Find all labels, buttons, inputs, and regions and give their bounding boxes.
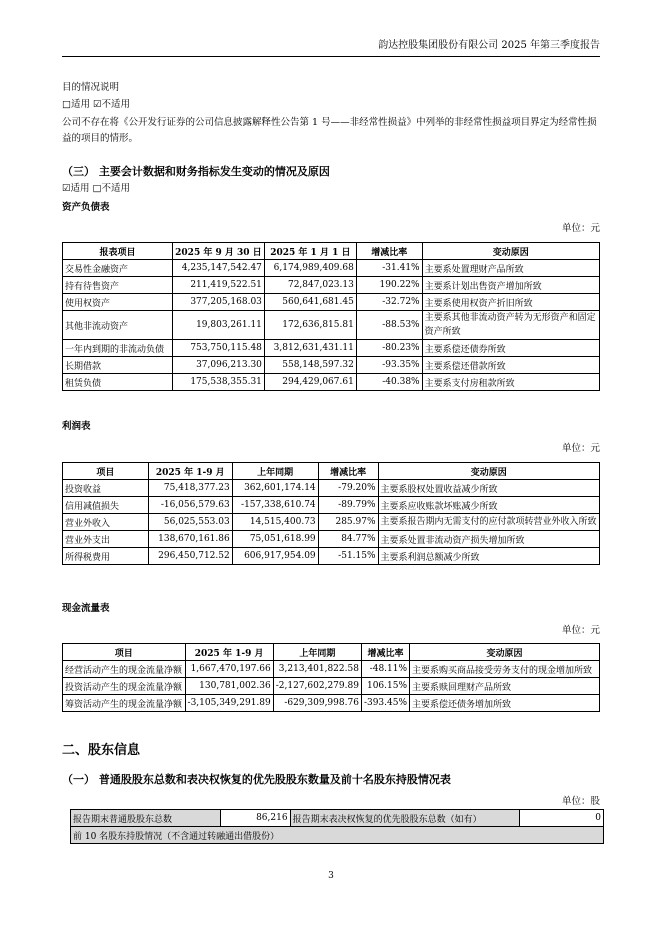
item-cell: 长期借款 — [63, 357, 173, 374]
value-cell: 6,174,989,409.68 — [264, 260, 356, 277]
label-cell: 报告期末表决权恢复的优先股股东总数（如有） — [290, 810, 520, 827]
value-cell: 130,781,002.36 — [185, 678, 273, 695]
ratio-cell: -89.79% — [318, 497, 378, 514]
item-cell: 经营活动产生的现金流量净额 — [63, 661, 186, 678]
ratio-cell: -31.41% — [356, 260, 422, 277]
shareholders-table — [70, 809, 604, 844]
value-cell: -16,056,579.63 — [148, 497, 232, 514]
table-row — [63, 514, 600, 531]
table-row — [63, 678, 600, 695]
item-cell: 营业外收入 — [63, 514, 149, 531]
reason-cell: 主要系股权处置收益减少所致 — [378, 480, 599, 497]
reason-cell: 主要系报告期内无需支付的应付款项转营业外收入所致 — [378, 514, 599, 531]
item-cell: 投资收益 — [63, 480, 149, 497]
value-cell: -3,105,349,291.89 — [185, 695, 273, 712]
item-cell: 租赁负债 — [63, 374, 173, 391]
table-row — [71, 810, 604, 827]
col-header: 变动原因 — [422, 243, 599, 260]
value-cell: 558,148,597.32 — [264, 357, 356, 374]
ratio-cell: -48.11% — [361, 661, 409, 678]
table-row — [63, 661, 600, 678]
reason-cell: 主要系偿还借款所致 — [422, 357, 599, 374]
value-cell: 14,515,400.73 — [232, 514, 318, 531]
item-cell: 使用权资产 — [63, 294, 173, 311]
ratio-cell: -393.45% — [361, 695, 409, 712]
ratio-cell: -40.38% — [356, 374, 422, 391]
ratio-cell: 84.77% — [318, 531, 378, 548]
value-cell: 75,051,618.99 — [232, 531, 318, 548]
cashflow-statement-title: 现金流量表 — [62, 603, 110, 614]
reason-cell: 主要系其他非流动资产转为无形资产和固定资产所致 — [422, 311, 599, 340]
ratio-cell: 285.97% — [318, 514, 378, 531]
value-cell: 172,636,815.81 — [264, 311, 356, 340]
value-cell: 1,667,470,197.66 — [185, 661, 273, 678]
reason-cell: 主要系利润总额减少所致 — [378, 548, 599, 565]
col-header: 2025 年 1-9 月 — [185, 644, 273, 661]
report-header-title: 韵达控股集团股份有限公司 2025 年第三季度报告 — [378, 40, 600, 51]
item-cell: 交易性金融资产 — [63, 260, 173, 277]
intro-line-1: 目的情况说明 — [62, 82, 120, 93]
ratio-cell: -88.53% — [356, 311, 422, 340]
reason-cell: 主要系处置非流动资产损失增加所致 — [378, 531, 599, 548]
value-cell: 606,917,954.09 — [232, 548, 318, 565]
balance-sheet-unit: 单位：元 — [561, 223, 600, 234]
income-statement-table — [62, 462, 600, 565]
value-cell: 3,213,401,822.58 — [273, 661, 361, 678]
value-cell: 86,216 — [220, 810, 290, 827]
balance-sheet-title: 资产负债表 — [62, 202, 110, 213]
value-cell: 560,641,681.45 — [264, 294, 356, 311]
cashflow-statement-unit: 单位：元 — [561, 625, 600, 636]
col-header: 2025 年 1 月 1 日 — [264, 243, 356, 260]
item-cell: 其他非流动资产 — [63, 311, 173, 340]
value-cell: 3,812,631,431.11 — [264, 340, 356, 357]
col-header: 变动原因 — [410, 644, 600, 661]
col-header: 报表项目 — [63, 243, 173, 260]
shareholders-subsection-title: （一） 普通股股东总数和表决权恢复的优先股股东数量及前十名股东持股情况表 — [62, 773, 451, 786]
item-cell: 信用减值损失 — [63, 497, 149, 514]
table-row — [71, 827, 604, 844]
col-header: 项目 — [63, 644, 186, 661]
value-cell: 753,750,115.48 — [172, 340, 264, 357]
col-header: 增减比率 — [356, 243, 422, 260]
table-row — [63, 357, 600, 374]
label-cell: 前 10 名股东持股情况（不含通过转融通出借股份） — [71, 827, 604, 844]
reason-cell: 主要系支付房租款所致 — [422, 374, 599, 391]
table-row — [63, 260, 600, 277]
ratio-cell: -79.20% — [318, 480, 378, 497]
table-row — [63, 480, 600, 497]
intro-applicable: □适用 ☑不适用 — [62, 99, 131, 110]
value-cell: -2,127,602,279.89 — [273, 678, 361, 695]
ratio-cell: 190.22% — [356, 277, 422, 294]
intro-statement: 公司不存在将《公开发行证券的公司信息披露解释性公告第 1 号——非经常性损益》中列举的非经常性损益项目界定为经常性损益的项目的情形。 — [62, 117, 597, 144]
col-header: 增减比率 — [361, 644, 409, 661]
reason-cell: 主要系应收账款坏账减少所致 — [378, 497, 599, 514]
value-cell: 72,847,023.13 — [264, 277, 356, 294]
table-row — [63, 374, 600, 391]
value-cell: 37,096,213.30 — [172, 357, 264, 374]
table-row — [63, 277, 600, 294]
label-cell: 报告期末普通股股东总数 — [71, 810, 221, 827]
income-statement-unit: 单位：元 — [561, 443, 600, 454]
balance-sheet-table — [62, 242, 600, 391]
ratio-cell: 106.15% — [361, 678, 409, 695]
value-cell: 175,538,355.31 — [172, 374, 264, 391]
item-cell: 所得税费用 — [63, 548, 149, 565]
income-statement-title: 利润表 — [62, 421, 91, 432]
col-header: 2025 年 1-9 月 — [148, 463, 232, 480]
shareholders-section-title: 二、股东信息 — [62, 743, 141, 758]
value-cell: 377,205,168.03 — [172, 294, 264, 311]
value-cell: -157,338,610.74 — [232, 497, 318, 514]
table-row — [63, 311, 600, 340]
col-header: 项目 — [63, 463, 149, 480]
ratio-cell: -93.35% — [356, 357, 422, 374]
value-cell: 56,025,553.03 — [148, 514, 232, 531]
item-cell: 筹资活动产生的现金流量净额 — [63, 695, 186, 712]
page-number: 3 — [328, 871, 334, 881]
shareholders-unit: 单位：股 — [561, 796, 600, 807]
table-row — [63, 531, 600, 548]
section-3-title: （三） 主要会计数据和财务指标发生变动的情况及原因 — [62, 165, 330, 178]
value-cell: 211,419,522.51 — [172, 277, 264, 294]
item-cell: 投资活动产生的现金流量净额 — [63, 678, 186, 695]
table-row — [63, 340, 600, 357]
table-row — [63, 695, 600, 712]
reason-cell: 主要系偿还债务增加所致 — [410, 695, 600, 712]
col-header: 上年同期 — [232, 463, 318, 480]
item-cell: 营业外支出 — [63, 531, 149, 548]
reason-cell: 主要系偿还债券所致 — [422, 340, 599, 357]
col-header: 2025 年 9 月 30 日 — [172, 243, 264, 260]
value-cell: 296,450,712.52 — [148, 548, 232, 565]
value-cell: 19,803,261.11 — [172, 311, 264, 340]
reason-cell: 主要系使用权资产折旧所致 — [422, 294, 599, 311]
table-row — [63, 294, 600, 311]
value-cell: 294,429,067.61 — [264, 374, 356, 391]
value-cell: 0 — [520, 810, 604, 827]
ratio-cell: -80.23% — [356, 340, 422, 357]
cashflow-statement-table — [62, 643, 600, 712]
reason-cell: 主要系处置理财产品所致 — [422, 260, 599, 277]
reason-cell: 主要系购买商品接受劳务支付的现金增加所致 — [410, 661, 600, 678]
reason-cell: 主要系计划出售资产增加所致 — [422, 277, 599, 294]
header-divider — [62, 56, 600, 57]
reason-cell: 主要系赎回理财产品所致 — [410, 678, 600, 695]
value-cell: 4,235,147,542.47 — [172, 260, 264, 277]
ratio-cell: -32.72% — [356, 294, 422, 311]
section-3-applicable: ☑适用 □不适用 — [62, 183, 131, 194]
item-cell: 一年内到期的非流动负债 — [63, 340, 173, 357]
value-cell: 75,418,377.23 — [148, 480, 232, 497]
item-cell: 持有待售资产 — [63, 277, 173, 294]
col-header: 增减比率 — [318, 463, 378, 480]
value-cell: 362,601,174.14 — [232, 480, 318, 497]
value-cell: 138,670,161.86 — [148, 531, 232, 548]
value-cell: -629,309,998.76 — [273, 695, 361, 712]
table-row — [63, 497, 600, 514]
col-header: 变动原因 — [378, 463, 599, 480]
col-header: 上年同期 — [273, 644, 361, 661]
table-row — [63, 548, 600, 565]
ratio-cell: -51.15% — [318, 548, 378, 565]
